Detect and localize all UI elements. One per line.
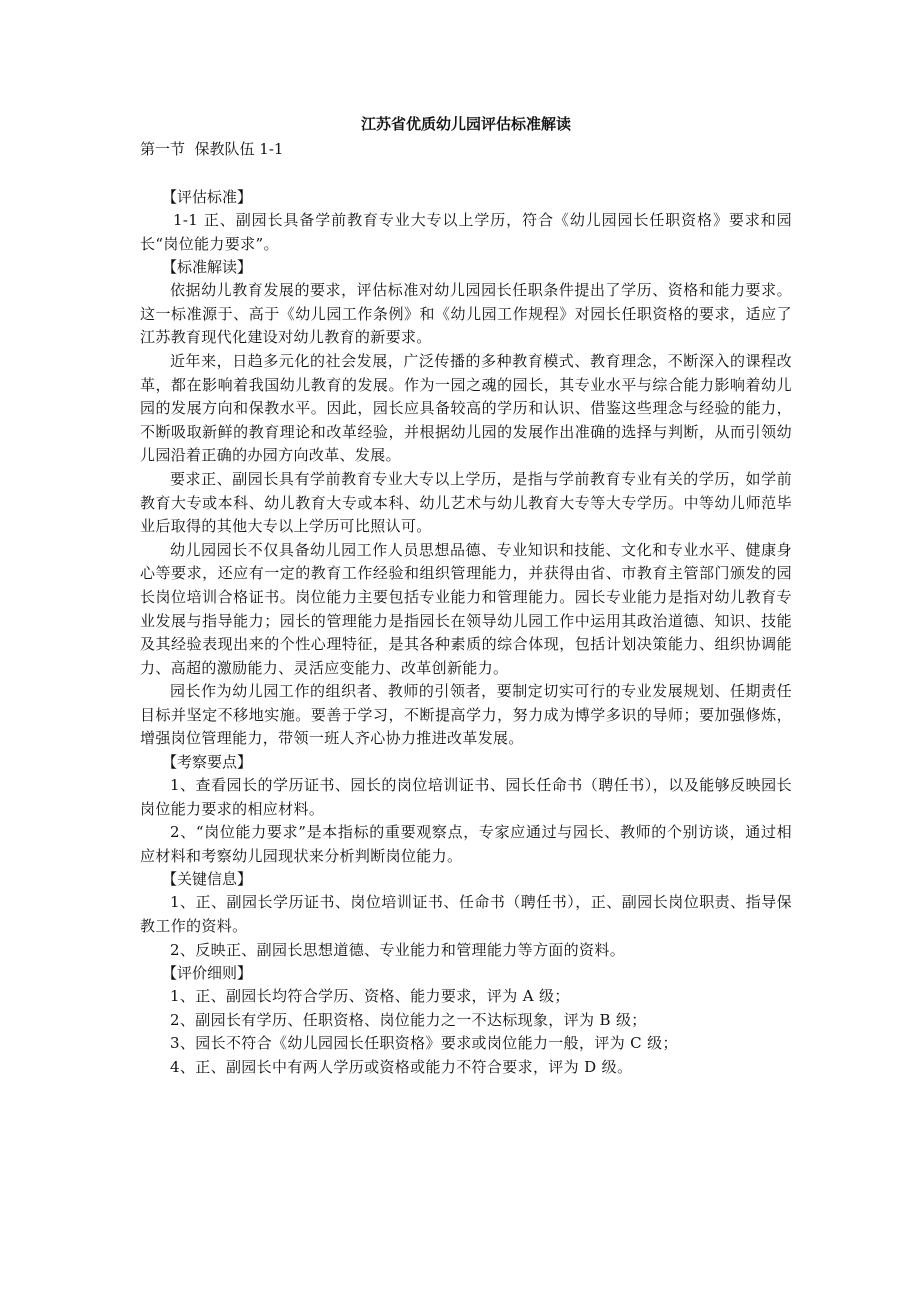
standard-paragraph: 1-1 正、副园长具备学前教育专业大专以上学历，符合《幼儿园园长任职资格》要求和园长“岗位能力要求”。	[140, 211, 792, 253]
document-page	[140, 113, 792, 1080]
key-information-item: 1、正、副园长学历证书、岗位培训证书、任命书（聘任书），正、副园长岗位职责、指导保教工作的资料。	[140, 893, 792, 936]
heading-evaluation-rules: 【评价细则】	[162, 964, 253, 983]
heading-inspection-points: 【考察要点】	[162, 753, 253, 772]
interpretation-paragraph: 园长作为幼儿园工作的组织者、教师的引领者，要制定切实可行的专业发展规划、任期责任目标并坚定不移地实施。要善于学习，不断提高学力，努力成为博学多识的导师；要加强修炼，增强岗位管理能力，带领一班人齐心协力推进改革发展。	[140, 682, 792, 748]
heading-key-information: 【关键信息】	[162, 870, 253, 889]
interpretation-paragraph: 要求正、副园长具有学前教育专业大专以上学历，是指与学前教育专业有关的学历，如学前教育大专或本科、幼儿教育大专或本科、幼儿艺术与幼儿教育大专等大专学历。中等幼儿师范毕业后取得的其他大专以上学历可比照认可。	[140, 469, 792, 536]
interpretation-paragraph: 依据幼儿教育发展的要求，评估标准对幼儿园园长任职条件提出了学历、资格和能力要求。这一标准源于、高于《幼儿园工作条例》和《幼儿园工作规程》对园长任职资格的要求，适应了江苏教育现代化建设对幼儿教育的新要求。	[140, 281, 792, 347]
document-title: 江苏省优质幼儿园评估标准解读	[360, 115, 571, 133]
inspection-item: 1、查看园长的学历证书、园长的岗位培训证书、园长任命书（聘任书），以及能够反映园长岗位能力要求的相应材料。	[140, 776, 792, 818]
evaluation-rule-item: 3、园长不符合《幼儿园园长任职资格》要求或岗位能力一般，评为 C 级；	[170, 1034, 678, 1053]
evaluation-rule-item: 4、正、副园长中有两人学历或资格或能力不符合要求，评为 D 级。	[170, 1058, 633, 1076]
inspection-item: 2、“岗位能力要求”是本指标的重要观察点，专家应通过与园长、教师的个别访谈，通过相应材料和考察幼儿园现状来分析判断岗位能力。	[140, 823, 792, 865]
evaluation-rule-item: 1、正、副园长均符合学历、资格、能力要求，评为 A 级；	[170, 987, 570, 1006]
interpretation-paragraph: 幼儿园园长不仅具备幼儿园工作人员思想品德、专业知识和技能、文化和专业水平、健康身心等要求，还应有一定的教育工作经验和组织管理能力，并获得由省、市教育主管部门颁发的园长岗位培训合格证书。岗位能力主要包括专业能力和管理能力。园长专业能力是指对幼儿教育专业发展与指导能力；园长的管理能力是指园长在领导幼儿园工作中运用其政治道德、知识、技能及其经验表现出来的个性心理特征，是其各种素质的综合体现，包括计划决策能力、组织协调能力、高超的激励能力、灵活应变能力、改革创新能力。	[140, 540, 792, 677]
evaluation-rule-item: 2、副园长有学历、任职资格、岗位能力之一不达标现象，评为 B 级；	[170, 1010, 647, 1029]
section-heading: 第一节 保教队伍 1-1	[140, 140, 284, 158]
key-information-item: 2、反映正、副园长思想道德、专业能力和管理能力等方面的资料。	[170, 940, 626, 959]
heading-standard-interpretation: 【标准解读】	[162, 258, 253, 277]
heading-evaluation-standard: 【评估标准】	[162, 188, 253, 206]
interpretation-paragraph: 近年来，日趋多元化的社会发展，广泛传播的多种教育模式、教育理念，不断深入的课程改革，都在影响着我国幼儿教育的发展。作为一园之魂的园长，其专业水平与综合能力影响着幼儿园的发展方向和保教水平。因此，园长应具备较高的学历和认识、借鉴这些理念与经验的能力，不断吸取新鲜的教育理论和改革经验，并根据幼儿园的发展作出准确的选择与判断，从而引领幼儿园沿着正确的办园方向改革、发展。	[140, 351, 792, 465]
